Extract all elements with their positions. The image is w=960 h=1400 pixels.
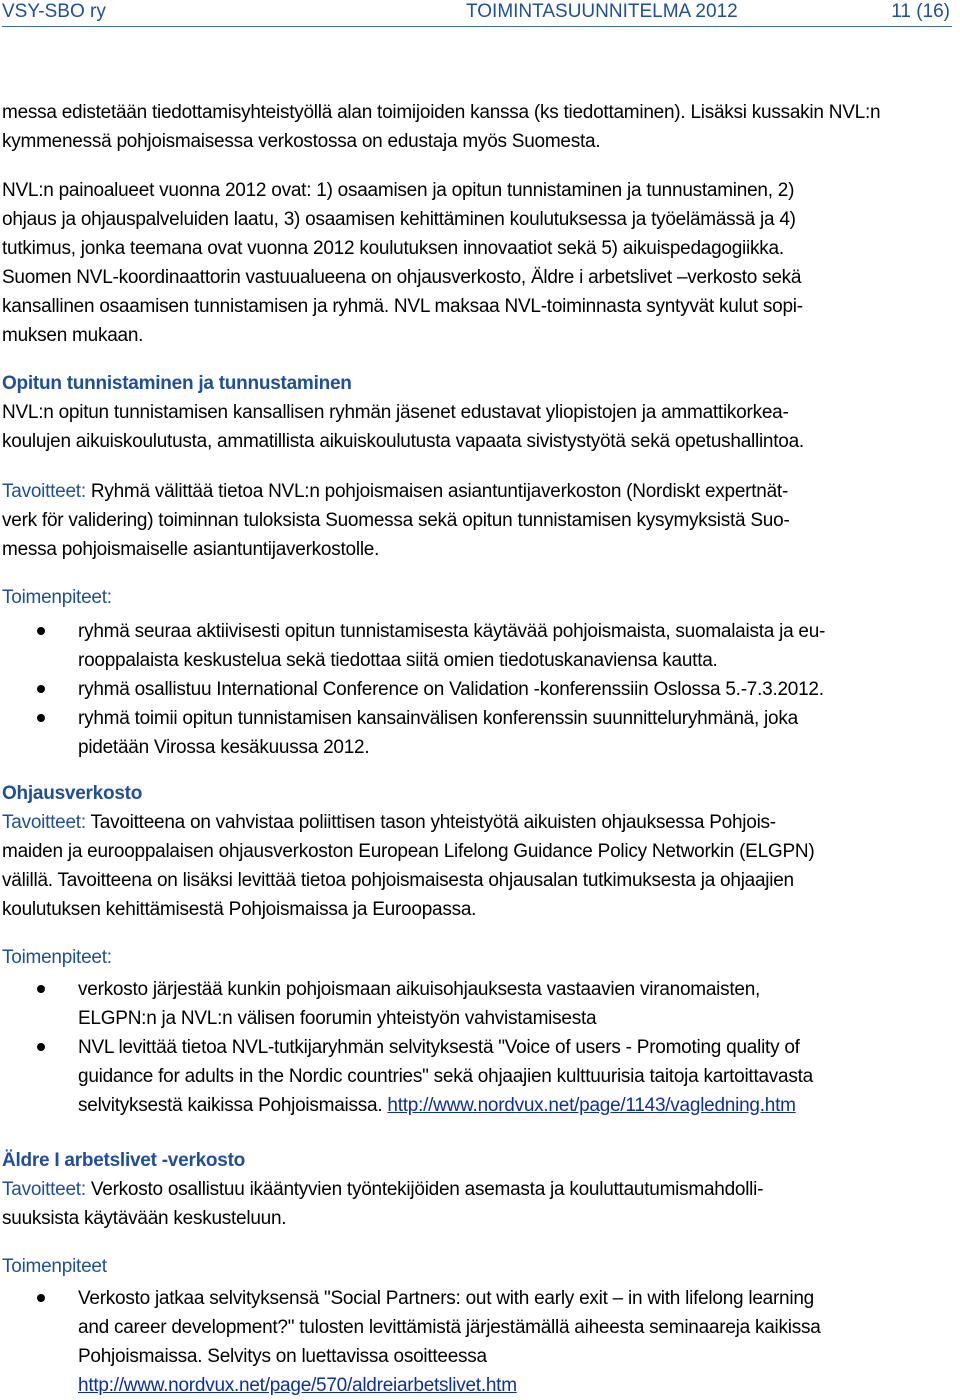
recognition-actions — [2, 583, 952, 762]
recognition-desc-line: koulujen aikuiskoulutusta, ammatillista aikuiskoulutusta vapaata sivistystyötä sekä opetushallintoa. — [2, 431, 804, 452]
recognition-goals-line: messa pohjoismaiselle asiantuntijaverkostolle. — [2, 539, 380, 560]
actions-label: Toimenpiteet — [2, 1256, 107, 1277]
list-item: ryhmä seuraa aktiivisesti opitun tunnistamisesta käytävää pohjoismaista, suomalaista ja eu- rooppalaista keskustelua sekä tiedottaa siitä omien tiedotuskanaviensa kautta. — [2, 617, 952, 675]
bullet-icon — [37, 685, 45, 693]
header-page-number: 11 (16) — [891, 1, 950, 22]
list-item: NVL levittää tietoa NVL-tutkijaryhmän selvityksestä "Voice of users - Promoting quality of guidance for adults in the Nordic countries" sekä ohjaajien kulttuurisia taitoja kartoittavasta selvityksestä kaikissa Pohjoismaissa. http://www.nordvux.net/page/1143/vagledning.htm — [2, 1033, 952, 1120]
goals-label: Tavoitteet: — [2, 1179, 86, 1200]
list-item: verkosto järjestää kunkin pohjoismaan aikuisohjauksesta vastaavien viranomaisten, ELGPN:n ja NVL:n välisen foorumin yhteistyön vahvistamisesta — [2, 975, 952, 1033]
vagledning-link[interactable]: http://www.nordvux.net/page/1143/vagledning.htm — [387, 1095, 796, 1116]
intro-line: tutkimus, jonka teemana ovat vuonna 2012 koulutuksen innovaatiot sekä 5) aikuispedagogiikka. — [2, 238, 784, 259]
intro-text-1: messa edistetään tiedottamisyhteistyöllä alan toimijoiden kanssa (ks tiedottaminen). Lisäksi kussakin NVL:n kymmenessä pohjoismaisessa verkostossa on edustaja myös Suomesta. — [2, 102, 881, 152]
guidance-goals-line: koulutuksen kehittämisestä Pohjoismaissa ja Euroopassa. — [2, 899, 477, 920]
recognition-goals — [2, 477, 952, 564]
intro-paragraph-2 — [2, 176, 952, 350]
recognition-desc-line: NVL:n opitun tunnistamisen kansallisen ryhmän jäsenet edustavat yliopistojen ja ammattikorkea- — [2, 402, 789, 423]
intro-line: ohjaus ja ohjauspalveluiden laatu, 3) osaamisen kehittäminen koulutuksessa ja työelämässä ja 4) — [2, 209, 796, 230]
actions-label: Toimenpiteet: — [2, 947, 112, 968]
aldre-actions — [2, 1252, 952, 1400]
bullet-icon — [37, 985, 45, 993]
aldre-goals-line: Tavoitteet: Verkosto osallistuu ikääntyvien työntekijöiden asemasta ja kouluttautumismahdolli- — [2, 1179, 764, 1200]
section-recognition — [2, 369, 952, 456]
guidance-actions — [2, 943, 952, 1120]
aldre-action-list — [2, 1284, 952, 1400]
bullet-icon — [37, 1294, 45, 1302]
list-item: Verkosto jatkaa selvityksensä "Social Partners: out with early exit – in with lifelong learning and career development?" tulosten levittämistä järjestämällä aiheesta seminaareja kaikissa Pohjoismaissa. Selvitys on luettavissa osoitteessa http://www.nordvux.net/page/570/aldreiarbetslivet.htm — [2, 1284, 952, 1400]
recognition-action-list — [2, 617, 952, 762]
guidance-action-list — [2, 975, 952, 1120]
bullet-icon — [37, 714, 45, 722]
section-heading-aldre: Äldre I arbetslivet -verkosto — [2, 1150, 246, 1171]
goals-label: Tavoitteet: — [2, 812, 86, 833]
intro-line: kansallinen osaamisen tunnistamisen ja ryhmä. NVL maksaa NVL-toiminnasta syntyvät kulut sopi- — [2, 296, 803, 317]
aldre-link[interactable]: http://www.nordvux.net/page/570/aldreiarbetslivet.htm — [78, 1375, 517, 1396]
intro-line: NVL:n painoalueet vuonna 2012 ovat: 1) osaamisen ja opitun tunnistaminen ja tunnustaminen, 2) — [2, 180, 795, 201]
guidance-goals-line: välillä. Tavoitteena on lisäksi levittää tietoa pohjoismaisesta ohjausalan tutkimuksesta ja ohjaajien — [2, 870, 794, 891]
intro-paragraph-1 — [2, 98, 952, 156]
goals-label: Tavoitteet: — [2, 481, 86, 502]
bullet-icon — [37, 627, 45, 635]
guidance-goals-line: Tavoitteet: Tavoitteena on vahvistaa poliittisen tason yhteistyötä aikuisten ohjauksessa Pohjois- — [2, 812, 776, 833]
recognition-goals-line: verk för validering) toiminnan tuloksista Suomessa sekä opitun tunnistamisen kysymyksistä Suo- — [2, 510, 790, 531]
actions-label: Toimenpiteet: — [2, 587, 112, 608]
page-header — [2, 0, 952, 27]
list-item: ryhmä toimii opitun tunnistamisen kansainvälisen konferenssin suunnitteluryhmänä, joka pidetään Virossa kesäkuussa 2012. — [2, 704, 952, 762]
section-heading-recognition: Opitun tunnistaminen ja tunnustaminen — [2, 373, 352, 394]
header-doc-title: TOIMINTASUUNNITELMA 2012 — [466, 1, 738, 22]
intro-line: Suomen NVL-koordinaattorin vastuualueena on ohjausverkosto, Äldre i arbetslivet –verkosto sekä — [2, 267, 802, 288]
section-guidance — [2, 779, 952, 924]
aldre-goals-line: suuksista käytävään keskusteluun. — [2, 1208, 287, 1229]
guidance-goals-line: maiden ja eurooppalaisen ohjausverkoston European Lifelong Guidance Policy Networkin (ELGPN) — [2, 841, 815, 862]
intro-line: muksen mukaan. — [2, 325, 144, 346]
section-aldre — [2, 1146, 952, 1233]
list-item: ryhmä osallistuu International Conference on Validation -konferenssiin Oslossa 5.-7.3.2012. — [2, 675, 952, 704]
header-org: VSY-SBO ry — [2, 1, 106, 22]
bullet-icon — [37, 1043, 45, 1051]
section-heading-guidance: Ohjausverkosto — [2, 783, 143, 804]
recognition-goals-line: Tavoitteet: Ryhmä välittää tietoa NVL:n pohjoismaisen asiantuntijaverkoston (Nordiskt expertnät- — [2, 481, 789, 502]
